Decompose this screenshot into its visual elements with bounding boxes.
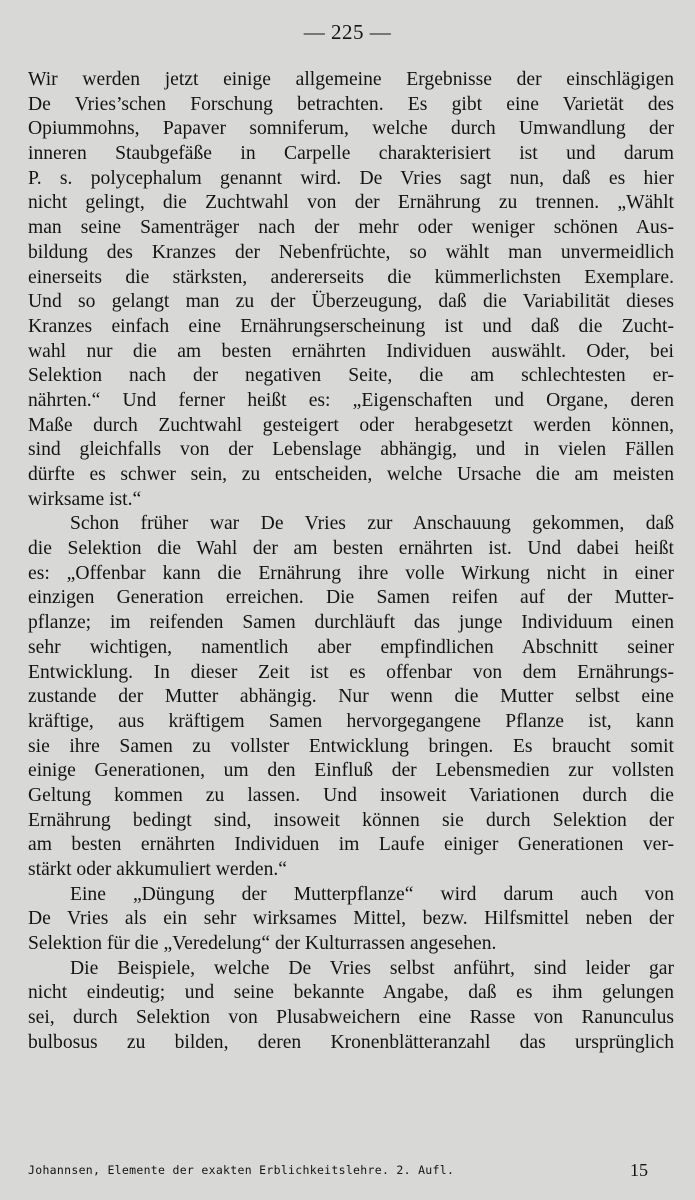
page-footer xyxy=(28,1157,648,1183)
text-line-37: Die Beispiele, welche De Vries selbst anführt, sind leider gar xyxy=(70,957,674,979)
text-line-9: einerseits die stärksten, andererseits die kümmerlichsten Exemplare. xyxy=(28,266,674,288)
text-line-14: nährten.“ Und ferner heißt es: „Eigenschaften und Organe, deren xyxy=(28,389,674,411)
text-line-22: einzigen Generation erreichen. Die Samen reifen auf der Mutter- xyxy=(28,587,674,609)
text-line-20: die Selektion die Wahl der am besten ernährten ist. Und dabei heißt xyxy=(28,538,674,560)
text-line-5: P. s. polycephalum genannt wird. De Vries sagt nun, daß es hier xyxy=(28,167,674,189)
text-line-35: De Vries als ein sehr wirksames Mittel, bezw. Hilfsmittel neben der xyxy=(28,908,674,930)
text-line-21: es: „Offenbar kann die Ernährung ihre volle Wirkung nicht in einer xyxy=(28,562,674,584)
text-line-19: Schon früher war De Vries zur Anschauung gekommen, daß xyxy=(70,513,674,535)
text-line-12: wahl nur die am besten ernährten Individuen auswählt. Oder, bei xyxy=(28,340,674,362)
footer-signature: 15 xyxy=(630,1160,648,1180)
text-line-30: Geltung kommen zu lassen. Und insoweit Variationen durch die xyxy=(28,784,674,806)
text-line-6: nicht gelingt, die Zuchtwahl von der Ernährung zu trennen. „Wählt xyxy=(28,192,674,214)
text-line-33: stärkt oder akkumuliert werden.“ xyxy=(28,859,287,880)
text-line-8: bildung des Kranzes der Nebenfrüchte, so wählt man unvermeidlich xyxy=(28,241,674,263)
text-line-3: Opiummohns, Papaver somniferum, welche durch Umwandlung der xyxy=(28,118,674,140)
text-line-29: einige Generationen, um den Einfluß der Lebensmedien zur vollsten xyxy=(28,760,674,782)
text-line-4: inneren Staubgefäße in Carpelle charakterisiert ist und darum xyxy=(28,143,674,165)
text-line-13: Selektion nach der negativen Seite, die am schlechtesten er- xyxy=(28,365,674,387)
text-line-2: De Vries’schen Forschung betrachten. Es gibt eine Varietät des xyxy=(28,93,674,115)
text-line-27: kräftige, aus kräftigem Samen hervorgegangene Pflanze ist, kann xyxy=(28,710,674,732)
text-line-28: sie ihre Samen zu vollster Entwicklung bringen. Es braucht somit xyxy=(28,735,674,757)
text-line-1: Wir werden jetzt einige allgemeine Ergebnisse der einschlägigen xyxy=(28,69,674,90)
text-line-7: man seine Samenträger nach der mehr oder weniger schönen Aus- xyxy=(28,217,674,239)
text-line-39: sei, durch Selektion von Plusabweichern eine Rasse von Ranunculus xyxy=(28,1007,674,1029)
text-line-10: Und so gelangt man zu der Überzeugung, daß die Variabilität dieses xyxy=(28,291,674,313)
page-number: — 225 — xyxy=(303,20,392,44)
footer-citation: Johannsen, Elemente der exakten Erblichkeitslehre. 2. Aufl. xyxy=(28,1163,455,1177)
text-line-32: am besten ernährten Individuen im Laufe einiger Generationen ver- xyxy=(28,834,674,856)
text-line-11: Kranzes einfach eine Ernährungserscheinung ist und daß die Zucht- xyxy=(28,315,674,337)
text-line-24: sehr wichtigen, namentlich aber empfindlichen Abschnitt seiner xyxy=(28,636,674,658)
text-line-34: Eine „Düngung der Mutterpflanze“ wird darum auch von xyxy=(70,883,674,905)
text-line-17: dürfte es schwer sein, zu entscheiden, welche Ursache die am meisten xyxy=(28,464,674,485)
text-line-18: wirksame ist.“ xyxy=(28,488,142,510)
text-line-40: bulbosus zu bilden, deren Kronenblätteranzahl das ursprünglich xyxy=(28,1031,674,1053)
text-line-23: pflanze; im reifenden Samen durchläuft das junge Individuum einen xyxy=(28,612,674,634)
text-line-16: sind gleichfalls von der Lebenslage abhängig, und in vielen Fällen xyxy=(28,439,674,461)
text-line-26: zustande der Mutter abhängig. Nur wenn die Mutter selbst eine xyxy=(28,686,674,708)
body-text xyxy=(28,68,674,1056)
text-line-36: Selektion für die „Veredelung“ der Kulturrassen angesehen. xyxy=(28,933,497,955)
text-line-31: Ernährung bedingt sind, insoweit können sie durch Selektion der xyxy=(28,809,674,831)
text-line-25: Entwicklung. In dieser Zeit ist es offenbar von dem Ernährungs- xyxy=(28,661,674,683)
text-line-38: nicht eindeutig; und seine bekannte Angabe, daß es ihm gelungen xyxy=(28,982,674,1004)
text-line-15: Maße durch Zuchtwahl gesteigert oder herabgesetzt werden können, xyxy=(28,414,674,436)
